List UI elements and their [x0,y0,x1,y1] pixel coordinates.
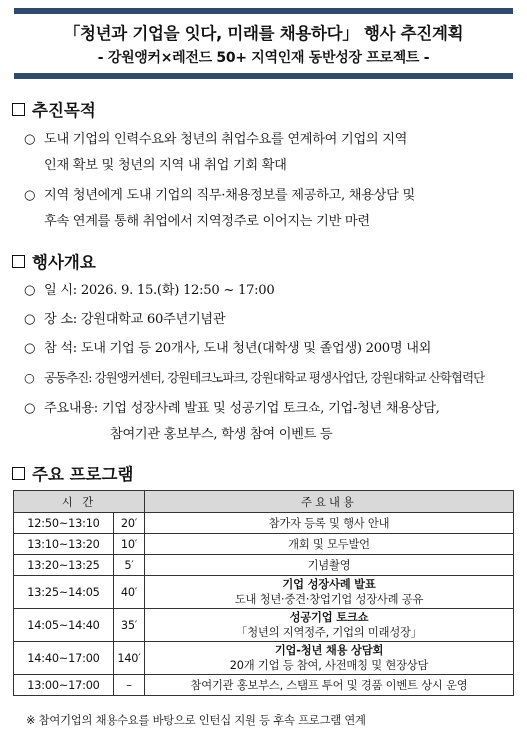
section-title: 행사개요 [32,253,96,272]
square-bullet-icon [12,255,25,268]
table-row [14,576,514,609]
row-content: 참여기관 홍보부스, 스탬프 투어 및 경품 이벤트 상시 운영 [145,675,514,696]
row-content-detail: 도내 청년·중견·창업기업 성장사례 공유 [234,593,424,606]
section-overview-heading [12,249,96,273]
document-title: 「청년과 기업을 잇다, 미래를 채용하다」 행사 추진계획 [63,24,464,43]
row-duration: 140′ [114,642,145,675]
row-content-detail: 20개 기업 등 참여, 사전매칭 및 현장상담 [229,659,429,672]
overview-contents: ○ 주요내용: 기업 성장사례 발표 및 성공기업 토크쇼, 기업-청년 채용상담, 참여기관 홍보부스, 학생 참여 이벤트 등 [24,396,440,448]
program-table [13,490,514,696]
row-duration: 40′ [114,576,145,609]
row-time: 13:20~13:25 [14,555,114,576]
overview-date: ○ 일 시: 2026. 9. 15.(화) 12:50 ~ 17:00 [24,278,274,304]
title-bottom-bar [14,73,513,79]
purpose-item-2: ○ 지역 청년에게 도내 기업의 직무·채용정보를 제공하고, 채용상담 및 후속 연계를 통해 취업에서 지역정주로 이어지는 기반 마련 [24,183,415,235]
row-content [145,609,514,642]
row-duration: 20′ [114,513,145,534]
row-content-title: 기업-청년 채용 상담회 [274,644,384,657]
overview-venue: ○ 장 소: 강원대학교 60주년기념관 [24,307,225,333]
section-title: 추진목적 [32,101,96,120]
overview-attendees: ○ 참 석: 도내 기업 등 20개사, 도내 청년(대학생 및 졸업생) 200명 내외 [24,336,431,362]
row-time: 12:50~13:10 [14,513,114,534]
row-duration: 5′ [114,555,145,576]
column-header-content: 주요내용 [145,491,514,513]
table-row [14,513,514,534]
row-content-title: 성공기업 토크쇼 [289,611,369,624]
row-time: 14:40~17:00 [14,642,114,675]
circle-bullet-icon: ○ [24,312,36,327]
table-row [14,534,514,555]
row-time: 14:05~14:40 [14,609,114,642]
row-time: 13:25~14:05 [14,576,114,609]
title-top-bar [14,8,513,14]
circle-bullet-icon: ○ [24,132,36,147]
document-subtitle: - 강원앵커×레전드 50+ 지역인재 동반성장 프로젝트 - [97,50,430,66]
row-content-title: 기업 성장사례 발표 [282,578,376,591]
section-program-heading [12,461,133,485]
row-content: 참가자 등록 및 행사 안내 [145,513,514,534]
circle-bullet-icon: ○ [24,341,36,356]
table-row [14,555,514,576]
row-content [145,642,514,675]
row-content-detail: 「청년의 지역정주, 기업의 미래성장」 [236,626,422,639]
circle-bullet-icon: ○ [24,188,36,203]
table-row [14,675,514,696]
title-block [14,8,513,79]
row-duration: – [114,675,145,696]
purpose-item-1: ○ 도내 기업의 인력수요와 청년의 취업수요를 연계하여 기업의 지역 인재 확보 및 청년의 지역 내 취업 기회 확대 [24,127,407,179]
footnote: ※ 참여기업의 채용수요를 바탕으로 인턴십 지원 등 후속 프로그램 연계 [26,714,366,727]
table-header-row [14,491,514,513]
overview-co-organizers: ○ 공동추진: 강원앵커센터, 강원테크노파크, 강원대학교 평생사업단, 강원대학교 산학협력단 [24,365,484,391]
table-row [14,642,514,675]
row-duration: 10′ [114,534,145,555]
row-content: 개회 및 모두발언 [145,534,514,555]
circle-bullet-icon: ○ [24,283,36,298]
square-bullet-icon [12,467,25,480]
row-duration: 35′ [114,609,145,642]
circle-bullet-icon: ○ [24,370,34,385]
row-time: 13:00~17:00 [14,675,114,696]
row-content [145,576,514,609]
section-title: 주요 프로그램 [32,465,134,484]
square-bullet-icon [12,103,25,116]
table-row [14,609,514,642]
circle-bullet-icon: ○ [24,401,36,416]
column-header-time: 시 간 [14,491,145,513]
row-time: 13:10~13:20 [14,534,114,555]
section-purpose-heading [12,97,96,121]
row-content: 기념촬영 [145,555,514,576]
